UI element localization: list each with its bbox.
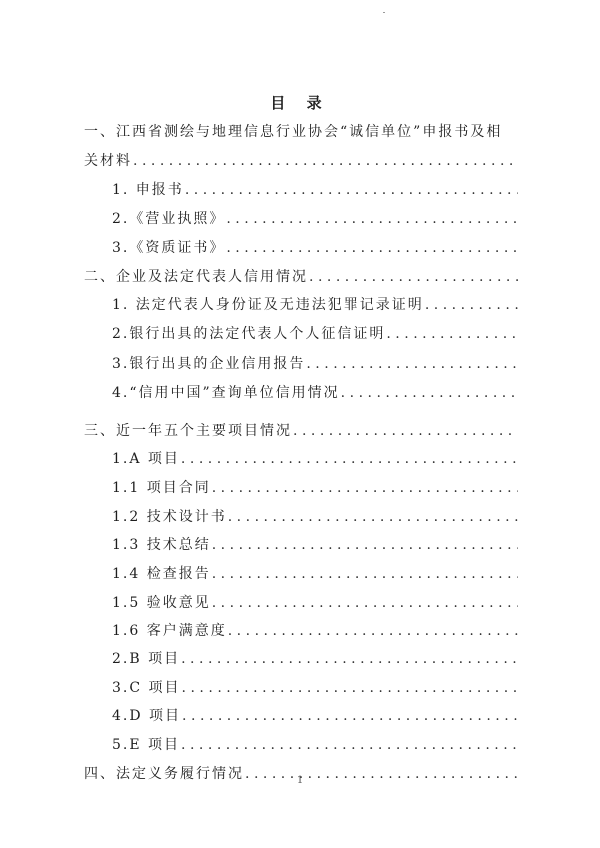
- scan-speck: [383, 12, 385, 13]
- toc-entry-2-1: [112, 294, 518, 316]
- toc-entry-3-1-4: [112, 563, 518, 585]
- toc-entry-text: 1.1 项目合同: [112, 480, 211, 496]
- toc-entry-1-3: [112, 237, 518, 259]
- toc-entry-text: 四、法定义务履行情况: [84, 766, 244, 782]
- leader-dots: [225, 237, 518, 259]
- toc-entry-text: 1.2 技术设计书: [112, 509, 227, 525]
- leader-dots: [184, 179, 518, 201]
- leader-dots: [211, 534, 518, 556]
- toc-entry-1-1: [112, 179, 518, 201]
- leader-dots: [211, 592, 518, 614]
- toc-entry-text: 1.4 检查报告: [112, 566, 211, 582]
- toc-entry-3-2: [112, 648, 518, 670]
- leader-dots: [211, 477, 518, 499]
- toc-entry-3: [84, 420, 518, 442]
- leader-dots: [225, 208, 518, 230]
- toc-entry-3-1-2: [112, 506, 518, 528]
- leader-dots: [181, 705, 518, 727]
- toc-entry-text: 二、企业及法定代表人信用情况: [84, 269, 308, 285]
- toc-entry-1-2: [112, 208, 518, 230]
- toc-entry-3-1-5: [112, 592, 518, 614]
- toc-entry-text: 1. 法定代表人身份证及无违法犯罪记录证明: [112, 297, 424, 313]
- toc-entry-text: 3.银行出具的企业信用报告: [112, 356, 306, 372]
- leader-dots: [385, 323, 518, 345]
- leader-dots: [292, 420, 518, 442]
- toc-entry-text: 关材料: [84, 153, 132, 169]
- toc-entry-text: 4.“信用中国”查询单位信用情况: [112, 385, 340, 401]
- leader-dots: [180, 448, 518, 470]
- toc-entry-text: 1.6 客户满意度: [112, 623, 227, 639]
- toc-title: 目 录: [270, 94, 330, 112]
- toc-entry-text: 3.C 项目: [112, 680, 181, 696]
- leader-dots: [308, 266, 518, 288]
- toc-entry-text: 3.《资质证书》: [112, 240, 226, 256]
- leader-dots: [181, 677, 518, 699]
- toc-entry-text: 三、近一年五个主要项目情况: [84, 423, 292, 439]
- leader-dots: [305, 353, 518, 375]
- toc-entry-text: 4.D 项目: [112, 708, 182, 724]
- toc-entry-text: 2.B 项目: [112, 651, 181, 667]
- toc-entry-2-2: [112, 323, 518, 345]
- toc-entry-3-1-3: [112, 534, 518, 556]
- leader-dots: [132, 150, 518, 172]
- toc-entry-text: 1.3 技术总结: [112, 537, 211, 553]
- leader-dots: [340, 382, 518, 404]
- leader-dots: [180, 648, 518, 670]
- toc-entry-2-4: [112, 382, 518, 404]
- toc-entry-text: 1. 申报书: [112, 182, 184, 198]
- leader-dots: [211, 563, 518, 585]
- toc-entry-2-3: [112, 353, 518, 375]
- toc-entry-1-line-2: [84, 150, 518, 172]
- toc-entry-text: 5.E 项目: [112, 737, 181, 753]
- leader-dots: [424, 294, 518, 316]
- toc-entry-3-1-1: [112, 477, 518, 499]
- toc-entry-text: 1.5 验收意见: [112, 595, 211, 611]
- toc-entry-text: 1.A 项目: [112, 451, 180, 467]
- leader-dots: [227, 506, 518, 528]
- toc-entry-3-1: [112, 448, 518, 470]
- toc-entry-text: 一、江西省测绘与地理信息行业协会“诚信单位”申报书及相: [84, 124, 503, 140]
- toc-entry-text: 2.《营业执照》: [112, 211, 226, 227]
- toc-entry-3-3: [112, 677, 518, 699]
- toc-entry-2: [84, 266, 518, 288]
- leader-dots: [180, 734, 518, 756]
- toc-entry-3-4: [112, 705, 518, 727]
- page-number: 1: [296, 775, 304, 786]
- leader-dots: [227, 620, 518, 642]
- toc-entry-1-line-1: [84, 121, 520, 143]
- toc-entry-text: 2.银行出具的法定代表人个人征信证明: [112, 326, 386, 342]
- toc-entry-3-1-6: [112, 620, 518, 642]
- toc-entry-3-5: [112, 734, 518, 756]
